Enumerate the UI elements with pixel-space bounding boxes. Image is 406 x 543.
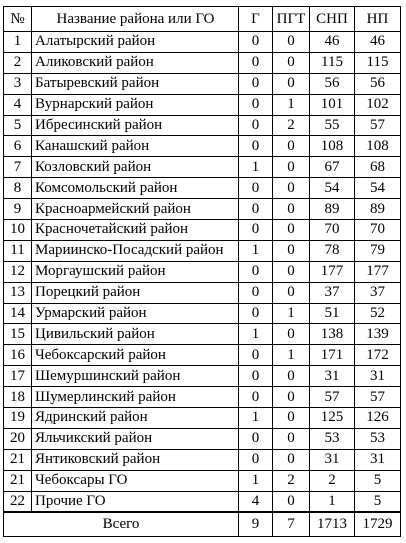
cell-np: 139	[355, 324, 401, 345]
cell-num: 10	[4, 220, 32, 241]
cell-np: 46	[355, 32, 401, 53]
cell-num: 6	[4, 136, 32, 157]
cell-num: 9	[4, 199, 32, 220]
cell-district-name: Янтиковский район	[32, 449, 239, 470]
cell-district-name: Моргаушский район	[32, 261, 239, 282]
cell-num: 17	[4, 366, 32, 387]
cell-np: 31	[355, 366, 401, 387]
cell-g: 0	[239, 32, 273, 53]
cell-num: 4	[4, 94, 32, 115]
cell-snp: 54	[310, 178, 355, 199]
cell-np: 54	[355, 178, 401, 199]
cell-district-name: Мариинско-Посадский район	[32, 240, 239, 261]
cell-district-name: Ядринский район	[32, 408, 239, 429]
cell-num: 21	[4, 470, 32, 491]
cell-district-name: Батыревский район	[32, 73, 239, 94]
cell-num: 3	[4, 73, 32, 94]
table-row	[4, 428, 401, 449]
cell-g: 0	[239, 115, 273, 136]
table-row	[4, 366, 401, 387]
cell-snp: 101	[310, 94, 355, 115]
cell-np: 53	[355, 428, 401, 449]
cell-g: 1	[239, 240, 273, 261]
table-row	[4, 324, 401, 345]
cell-pgt: 2	[273, 470, 310, 491]
cell-pgt: 1	[273, 345, 310, 366]
cell-pgt: 1	[273, 94, 310, 115]
table-row	[4, 94, 401, 115]
cell-district-name: Шемуршинский район	[32, 366, 239, 387]
cell-district-name: Аликовский район	[32, 52, 239, 73]
cell-pgt: 0	[273, 178, 310, 199]
cell-district-name: Ибресинский район	[32, 115, 239, 136]
cell-g: 0	[239, 345, 273, 366]
cell-g: 0	[239, 199, 273, 220]
cell-np: 126	[355, 408, 401, 429]
table-row	[4, 387, 401, 408]
cell-num: 2	[4, 52, 32, 73]
cell-num: 13	[4, 282, 32, 303]
cell-snp: 55	[310, 115, 355, 136]
settlements-table-container	[3, 6, 401, 537]
cell-num: 12	[4, 261, 32, 282]
table-row	[4, 345, 401, 366]
cell-np: 68	[355, 157, 401, 178]
cell-np: 31	[355, 449, 401, 470]
cell-g: 0	[239, 73, 273, 94]
cell-np: 79	[355, 240, 401, 261]
cell-num: 14	[4, 303, 32, 324]
cell-np: 56	[355, 73, 401, 94]
cell-district-name: Чебоксары ГО	[32, 470, 239, 491]
table-row	[4, 32, 401, 53]
cell-district-name: Красноармейский район	[32, 199, 239, 220]
header-row	[4, 7, 401, 32]
cell-np: 89	[355, 199, 401, 220]
cell-snp: 78	[310, 240, 355, 261]
cell-pgt: 0	[273, 52, 310, 73]
cell-district-name: Комсомольский район	[32, 178, 239, 199]
cell-g: 0	[239, 387, 273, 408]
table-row	[4, 115, 401, 136]
cell-snp: 125	[310, 408, 355, 429]
header-snp: СНП	[310, 7, 355, 32]
cell-pgt: 0	[273, 73, 310, 94]
cell-num: 18	[4, 387, 32, 408]
total-pgt: 7	[273, 512, 310, 537]
cell-g: 0	[239, 449, 273, 470]
table-row	[4, 470, 401, 491]
cell-snp: 31	[310, 366, 355, 387]
cell-pgt: 0	[273, 220, 310, 241]
table-header	[4, 7, 401, 32]
cell-np: 102	[355, 94, 401, 115]
cell-pgt: 0	[273, 136, 310, 157]
cell-district-name: Порецкий район	[32, 282, 239, 303]
header-pgt: ПГТ	[273, 7, 310, 32]
cell-num: 19	[4, 408, 32, 429]
table-row	[4, 73, 401, 94]
cell-num: 11	[4, 240, 32, 261]
cell-snp: 1	[310, 491, 355, 512]
cell-pgt: 0	[273, 199, 310, 220]
cell-snp: 70	[310, 220, 355, 241]
cell-pgt: 0	[273, 240, 310, 261]
table-row	[4, 52, 401, 73]
table-row	[4, 282, 401, 303]
cell-district-name: Козловский район	[32, 157, 239, 178]
cell-np: 5	[355, 470, 401, 491]
cell-district-name: Канашский район	[32, 136, 239, 157]
cell-g: 0	[239, 282, 273, 303]
total-row	[4, 512, 401, 537]
cell-snp: 37	[310, 282, 355, 303]
cell-num: 7	[4, 157, 32, 178]
table-row	[4, 261, 401, 282]
cell-pgt: 0	[273, 261, 310, 282]
table-row	[4, 199, 401, 220]
cell-g: 0	[239, 94, 273, 115]
cell-snp: 57	[310, 387, 355, 408]
cell-district-name: Вурнарский район	[32, 94, 239, 115]
cell-snp: 171	[310, 345, 355, 366]
cell-district-name: Урмарский район	[32, 303, 239, 324]
cell-g: 0	[239, 220, 273, 241]
table-body	[4, 32, 401, 537]
cell-pgt: 0	[273, 324, 310, 345]
cell-np: 52	[355, 303, 401, 324]
cell-num: 5	[4, 115, 32, 136]
cell-snp: 46	[310, 32, 355, 53]
cell-g: 1	[239, 324, 273, 345]
cell-pgt: 2	[273, 115, 310, 136]
cell-pgt: 0	[273, 157, 310, 178]
cell-g: 1	[239, 157, 273, 178]
cell-pgt: 0	[273, 282, 310, 303]
header-g: Г	[239, 7, 273, 32]
total-snp: 1713	[310, 512, 355, 537]
cell-g: 1	[239, 408, 273, 429]
cell-num: 8	[4, 178, 32, 199]
cell-g: 0	[239, 428, 273, 449]
cell-g: 4	[239, 491, 273, 512]
table-row	[4, 178, 401, 199]
table-row	[4, 408, 401, 429]
total-g: 9	[239, 512, 273, 537]
cell-district-name: Алатырский район	[32, 32, 239, 53]
cell-snp: 177	[310, 261, 355, 282]
cell-g: 0	[239, 366, 273, 387]
header-num: №	[4, 7, 32, 32]
cell-g: 1	[239, 470, 273, 491]
cell-num: 1	[4, 32, 32, 53]
cell-snp: 115	[310, 52, 355, 73]
cell-num: 15	[4, 324, 32, 345]
header-np: НП	[355, 7, 401, 32]
settlements-table	[3, 6, 401, 537]
cell-np: 57	[355, 387, 401, 408]
cell-np: 57	[355, 115, 401, 136]
cell-snp: 31	[310, 449, 355, 470]
cell-num: 16	[4, 345, 32, 366]
cell-district-name: Красночетайский район	[32, 220, 239, 241]
cell-district-name: Яльчикский район	[32, 428, 239, 449]
cell-pgt: 0	[273, 491, 310, 512]
header-name: Название района или ГО	[32, 7, 239, 32]
cell-np: 172	[355, 345, 401, 366]
cell-np: 37	[355, 282, 401, 303]
cell-np: 70	[355, 220, 401, 241]
cell-snp: 89	[310, 199, 355, 220]
cell-snp: 138	[310, 324, 355, 345]
cell-pgt: 0	[273, 366, 310, 387]
cell-np: 115	[355, 52, 401, 73]
cell-np: 5	[355, 491, 401, 512]
table-row	[4, 136, 401, 157]
cell-district-name: Прочие ГО	[32, 491, 239, 512]
cell-snp: 51	[310, 303, 355, 324]
cell-snp: 53	[310, 428, 355, 449]
table-row	[4, 449, 401, 470]
cell-snp: 2	[310, 470, 355, 491]
table-row	[4, 220, 401, 241]
cell-np: 177	[355, 261, 401, 282]
cell-pgt: 0	[273, 387, 310, 408]
cell-district-name: Цивильский район	[32, 324, 239, 345]
cell-pgt: 0	[273, 428, 310, 449]
cell-snp: 67	[310, 157, 355, 178]
cell-district-name: Шумерлинский район	[32, 387, 239, 408]
table-row	[4, 491, 401, 512]
cell-num: 22	[4, 491, 32, 512]
cell-num: 21	[4, 449, 32, 470]
table-row	[4, 303, 401, 324]
cell-district-name: Чебоксарский район	[32, 345, 239, 366]
cell-g: 0	[239, 136, 273, 157]
cell-pgt: 0	[273, 408, 310, 429]
cell-pgt: 0	[273, 32, 310, 53]
table-row	[4, 240, 401, 261]
cell-g: 0	[239, 52, 273, 73]
cell-pgt: 1	[273, 303, 310, 324]
cell-g: 0	[239, 178, 273, 199]
total-np: 1729	[355, 512, 401, 537]
table-row	[4, 157, 401, 178]
cell-pgt: 0	[273, 449, 310, 470]
cell-num: 20	[4, 428, 32, 449]
cell-snp: 108	[310, 136, 355, 157]
cell-g: 0	[239, 303, 273, 324]
total-label: Всего	[4, 512, 239, 537]
cell-g: 0	[239, 261, 273, 282]
cell-np: 108	[355, 136, 401, 157]
cell-snp: 56	[310, 73, 355, 94]
